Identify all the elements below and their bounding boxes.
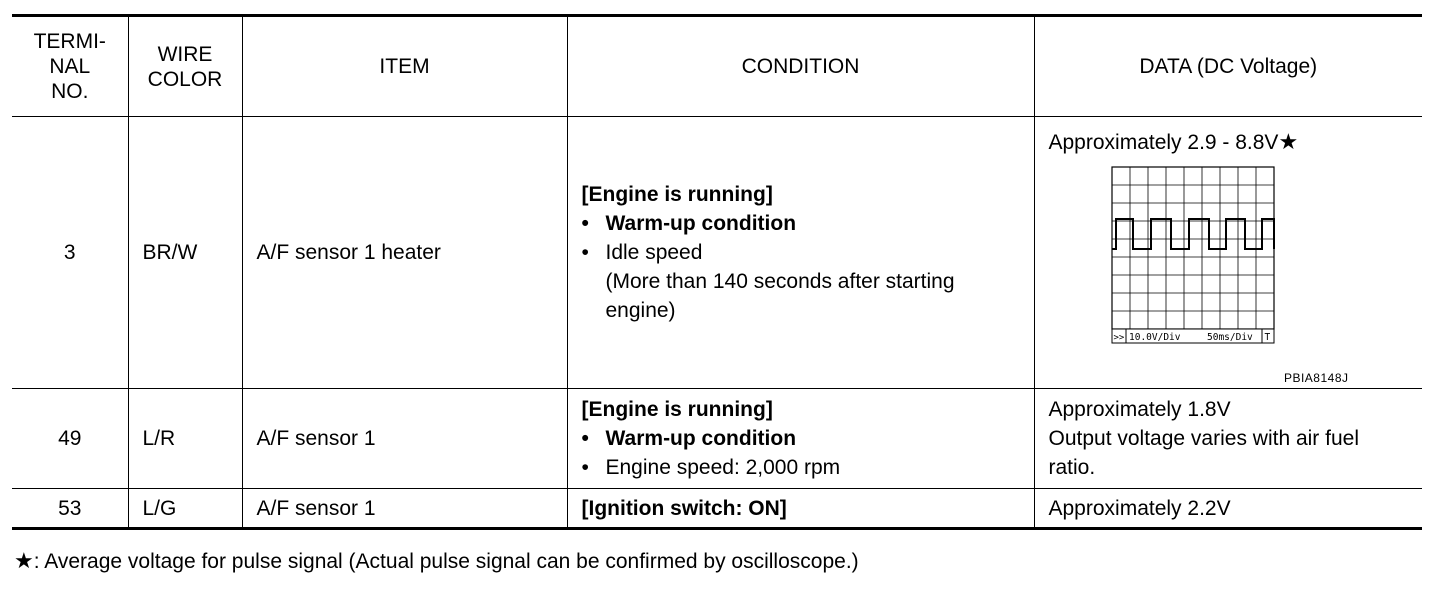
condition xyxy=(567,489,1034,529)
condition xyxy=(567,117,1034,389)
data-value: Approximately 2.2V xyxy=(1034,489,1422,529)
data-value: Approximately 1.8V Output voltage varies with air fuel ratio. xyxy=(1034,389,1422,489)
condition-item: • Warm-up condition xyxy=(581,427,797,450)
condition-item: • Engine speed: 2,000 rpm xyxy=(581,456,841,479)
header-condition: CONDITION xyxy=(567,16,1034,117)
terminal-data-table xyxy=(12,14,1422,530)
condition-item: • Warm-up condition xyxy=(581,212,797,235)
wire-color: BR/W xyxy=(128,117,242,389)
terminal-no: 3 xyxy=(12,117,128,389)
scope-time-div: 50ms/Div xyxy=(1206,332,1253,343)
table-header-row xyxy=(12,16,1422,117)
header-data: DATA (DC Voltage) xyxy=(1034,16,1422,117)
table-row xyxy=(12,489,1422,529)
wire-color: L/G xyxy=(128,489,242,529)
item: A/F sensor 1 heater xyxy=(242,117,567,389)
scope-volt-div: 10.0V/Div xyxy=(1128,332,1180,343)
pulse-waveform xyxy=(1112,219,1274,249)
oscilloscope-graph xyxy=(1049,163,1349,385)
condition xyxy=(567,389,1034,489)
footnote xyxy=(14,548,859,575)
oscilloscope-figure xyxy=(1049,163,1349,385)
scope-marker: >> xyxy=(1113,333,1124,343)
condition-header: [Engine is running] xyxy=(581,398,773,421)
header-wire-color: WIRE COLOR xyxy=(128,16,242,117)
terminal-no: 49 xyxy=(12,389,128,489)
condition-header: [Ignition switch: ON] xyxy=(581,496,787,520)
condition-header: [Engine is running] xyxy=(581,183,773,206)
data-text: Approximately 2.9 - 8.8V xyxy=(1048,131,1279,154)
terminal-no: 53 xyxy=(12,489,128,529)
condition-item: • Idle speed (More than 140 seconds after starting engine) xyxy=(581,241,955,322)
table-row xyxy=(12,117,1422,389)
item: A/F sensor 1 xyxy=(242,489,567,529)
footnote-text: : Average voltage for pulse signal (Actual pulse signal can be confirmed by oscilloscope.) xyxy=(33,550,859,573)
table-row xyxy=(12,389,1422,489)
star-icon: ★ xyxy=(1278,129,1299,154)
wire-color: L/R xyxy=(128,389,242,489)
header-item: ITEM xyxy=(242,16,567,117)
star-icon: ★ xyxy=(14,548,34,573)
scope-trigger: T xyxy=(1264,332,1270,343)
item: A/F sensor 1 xyxy=(242,389,567,489)
data-value xyxy=(1034,117,1422,389)
figure-id: PBIA8148J xyxy=(1283,371,1349,385)
header-terminal-no: TERMI- NAL NO. xyxy=(12,16,128,117)
